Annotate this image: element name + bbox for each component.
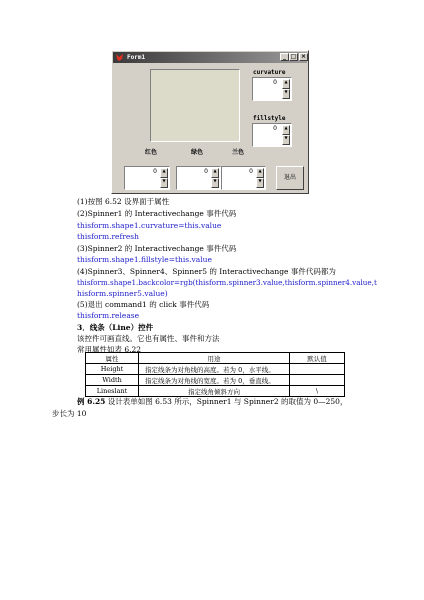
table-cell <box>290 364 345 375</box>
title-bar[interactable] <box>113 52 307 63</box>
spin-up-icon[interactable]: ▲ <box>211 168 219 178</box>
step-4: (4)Spinner3、Spinner4、Spinner5 的 Interactivechange 事件代码都为 <box>77 267 336 276</box>
table-row <box>86 364 345 375</box>
spin-up-icon[interactable]: ▲ <box>256 168 264 178</box>
table-cell: Lineslant <box>86 386 139 397</box>
example-label: 例 6.25 <box>77 397 106 406</box>
section-description: 该控件可画直线。它也有属性、事件和方法 <box>77 334 220 343</box>
section-heading: 3．线条（Line）控件 <box>77 323 154 332</box>
spinner1-curvature[interactable] <box>252 77 292 101</box>
spin-down-icon[interactable]: ▼ <box>211 178 219 188</box>
fillstyle-label: fillstyle <box>253 115 286 122</box>
table-row <box>86 386 345 397</box>
code-line: hisform.spinner5.value) <box>77 289 168 298</box>
spin-down-icon[interactable]: ▼ <box>160 178 168 188</box>
spin-down-icon[interactable]: ▼ <box>256 178 264 188</box>
table-cell <box>290 375 345 386</box>
table-cell: Width <box>86 375 139 386</box>
step-2: (2)Spinner1 的 Interactivechange 事件代码 <box>77 209 237 218</box>
step-3: (3)Spinner2 的 Interactivechange 事件代码 <box>77 244 237 253</box>
spinner3-red[interactable] <box>124 166 170 190</box>
form-window <box>111 50 309 194</box>
spinner-value: 0 <box>204 168 208 175</box>
spinner5-blue[interactable] <box>221 166 266 190</box>
table-cell: \ <box>290 386 345 397</box>
table-cell: 指定线角倾斜方向 <box>139 386 290 397</box>
code-line: thisform.refresh <box>77 232 139 241</box>
step-1: (1)按图 6.52 设界面于属性 <box>77 197 170 206</box>
exit-button[interactable]: 退出 <box>276 166 304 190</box>
window-title: Form1 <box>127 54 146 61</box>
minimize-button[interactable]: _ <box>280 53 289 61</box>
green-label: 绿色 <box>191 149 204 156</box>
code-line: thisform.shape1.fillstyle=this.value <box>77 255 212 264</box>
table-row <box>86 375 345 386</box>
column-header: 默认值 <box>290 353 345 364</box>
column-header: 属性 <box>86 353 139 364</box>
code-line: thisform.release <box>77 311 140 320</box>
curvature-label: curvature <box>253 69 286 76</box>
spin-up-icon[interactable]: ▲ <box>160 168 168 178</box>
table-cell: 指定线条为对角线的宽度。若为 0，垂直线。 <box>139 375 290 386</box>
code-line: thisform.shape1.curvature=this.value <box>77 221 222 230</box>
red-label: 红色 <box>145 149 158 156</box>
example-line-2: 步长为 10 <box>52 409 87 418</box>
spinner4-green[interactable] <box>176 166 221 190</box>
spinner-value: 0 <box>249 168 253 175</box>
maximize-button[interactable]: □ <box>290 53 297 60</box>
table-caption: 常用属性如表 6.22 <box>77 345 142 354</box>
code-line: thisform.shape1.backcolor=rgb(thisform.spinner3.value,thisform.spinner4.value,t <box>77 278 377 287</box>
property-table <box>85 352 345 397</box>
spinner-value: 0 <box>273 125 277 132</box>
example-text: 设计表单如图 6.53 所示，Spinner1 与 Spinner2 的取值为 0—250， <box>105 397 348 406</box>
table-cell: Height <box>86 364 139 375</box>
example-line <box>77 397 347 406</box>
spinner-value: 0 <box>273 79 277 86</box>
table-cell: 指定线条为对角线的高度。若为 0，水平线。 <box>139 364 290 375</box>
blue-label: 兰色 <box>232 149 245 156</box>
spin-up-icon[interactable]: ▲ <box>282 125 290 135</box>
spin-down-icon[interactable]: ▼ <box>282 89 290 99</box>
table-header-row <box>86 353 345 364</box>
spinner2-fillstyle[interactable] <box>252 123 292 147</box>
spinner-value: 0 <box>153 168 157 175</box>
shape1 <box>150 69 240 142</box>
spin-up-icon[interactable]: ▲ <box>282 79 290 89</box>
fox-icon <box>115 53 124 62</box>
close-button[interactable]: × <box>300 53 307 60</box>
column-header: 用途 <box>139 353 290 364</box>
spin-down-icon[interactable]: ▼ <box>282 135 290 145</box>
step-5: (5)退出 command1 的 click 事件代码 <box>77 300 210 309</box>
